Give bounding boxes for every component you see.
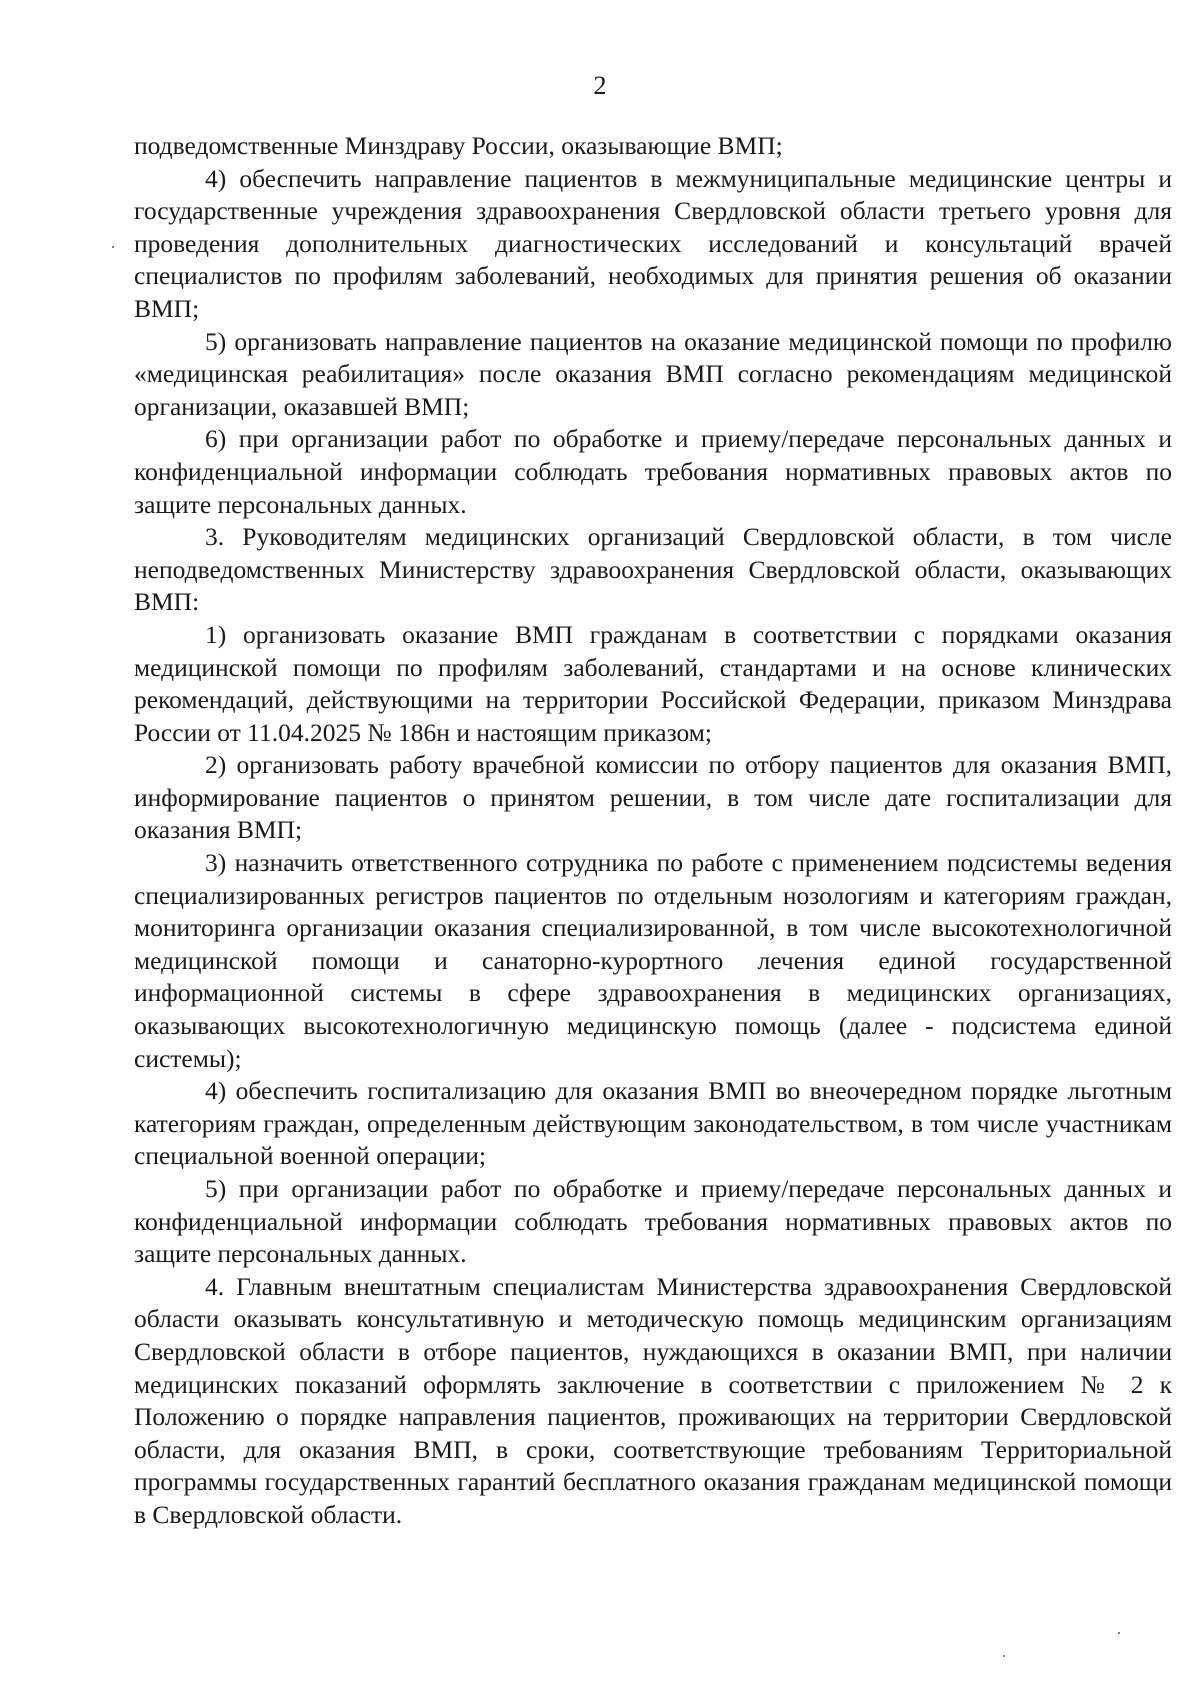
paragraph-item-3-1: 1) организовать оказание ВМП гражданам в соответствии с порядками оказания медицинской помощи по профилям заболеваний, стандартами и на основе клинических рекомендаций, действующими на территории Российской Федерации, приказом Минздрава России от 11.04.2025 № 186н и настоящим приказом;	[134, 619, 1172, 747]
paragraph-item-3-3: 3) назначить ответственного сотрудника по работе с применением подсистемы ведения специализированных регистров пациентов по отдельным нозологиям и категориям граждан, мониторинга организации оказания специализированной, в том числе высокотехнологичной медицинской помощи и санаторно-курортного лечения единой государственной информационной системы в сфере здравоохранения в медицинских организациях, оказывающих высокотехнологичную медицинскую помощь (далее - подсистема единой системы);	[134, 848, 1172, 1073]
page-number: 2	[593, 71, 607, 100]
paragraph-item-3-5: 5) при организации работ по обработке и приему/передаче персональных данных и конфиденциальной информации соблюдать требования нормативных правовых актов по защите персональных данных.	[134, 1174, 1172, 1269]
paragraph-continuation: подведомственные Минздраву России, оказывающие ВМП;	[134, 131, 783, 160]
paragraph-item-2-6: 6) при организации работ по обработке и приему/передаче персональных данных и конфиденциальной информации соблюдать требования нормативных правовых актов по защите персональных данных.	[134, 424, 1172, 519]
scan-speck	[1003, 1655, 1005, 1657]
scan-speck	[1118, 1632, 1120, 1634]
scan-speck	[112, 246, 114, 248]
paragraph-item-2-4: 4) обеспечить направление пациентов в межмуниципальные медицинские центры и государственные учреждения здравоохранения Свердловской области третьего уровня для проведения дополнительных диагностических исследований и консультаций врачей специалистов по профилям заболеваний, необходимых для принятия решения об оказании ВМП;	[134, 163, 1172, 323]
paragraph-item-3-2: 2) организовать работу врачебной комиссии по отбору пациентов для оказания ВМП, информирование пациентов о принятом решении, в том числе дате госпитализации для оказания ВМП;	[134, 750, 1172, 845]
paragraph-item-2-5: 5) организовать направление пациентов на оказание медицинской помощи по профилю «медицинская реабилитация» после оказания ВМП согласно рекомендациям медицинской организации, оказавшей ВМП;	[134, 326, 1172, 421]
document-body	[134, 130, 1172, 1532]
paragraph-item-3-4: 4) обеспечить госпитализацию для оказания ВМП во внеочередном порядке льготным категориям граждан, определенным действующим законодательством, в том числе участникам специальной военной операции;	[134, 1076, 1172, 1171]
paragraph-section-3: 3. Руководителям медицинских организаций Свердловской области, в том числе неподведомственных Министерству здравоохранения Свердловской области, оказывающих ВМП:	[134, 522, 1172, 617]
paragraph-section-4: 4. Главным внештатным специалистам Министерства здравоохранения Свердловской области оказывать консультативную и методическую помощь медицинским организациям Свердловской области в отборе пациентов, нуждающихся в оказании ВМП, при наличии медицинских показаний оформлять заключение в соответствии с приложением № 2 к Положению о порядке направления пациентов, проживающих на территории Свердловской области, для оказания ВМП, в сроки, соответствующие требованиям Территориальной программы государственных гарантий бесплатного оказания гражданам медицинской помощи в Свердловской области.	[134, 1271, 1172, 1529]
